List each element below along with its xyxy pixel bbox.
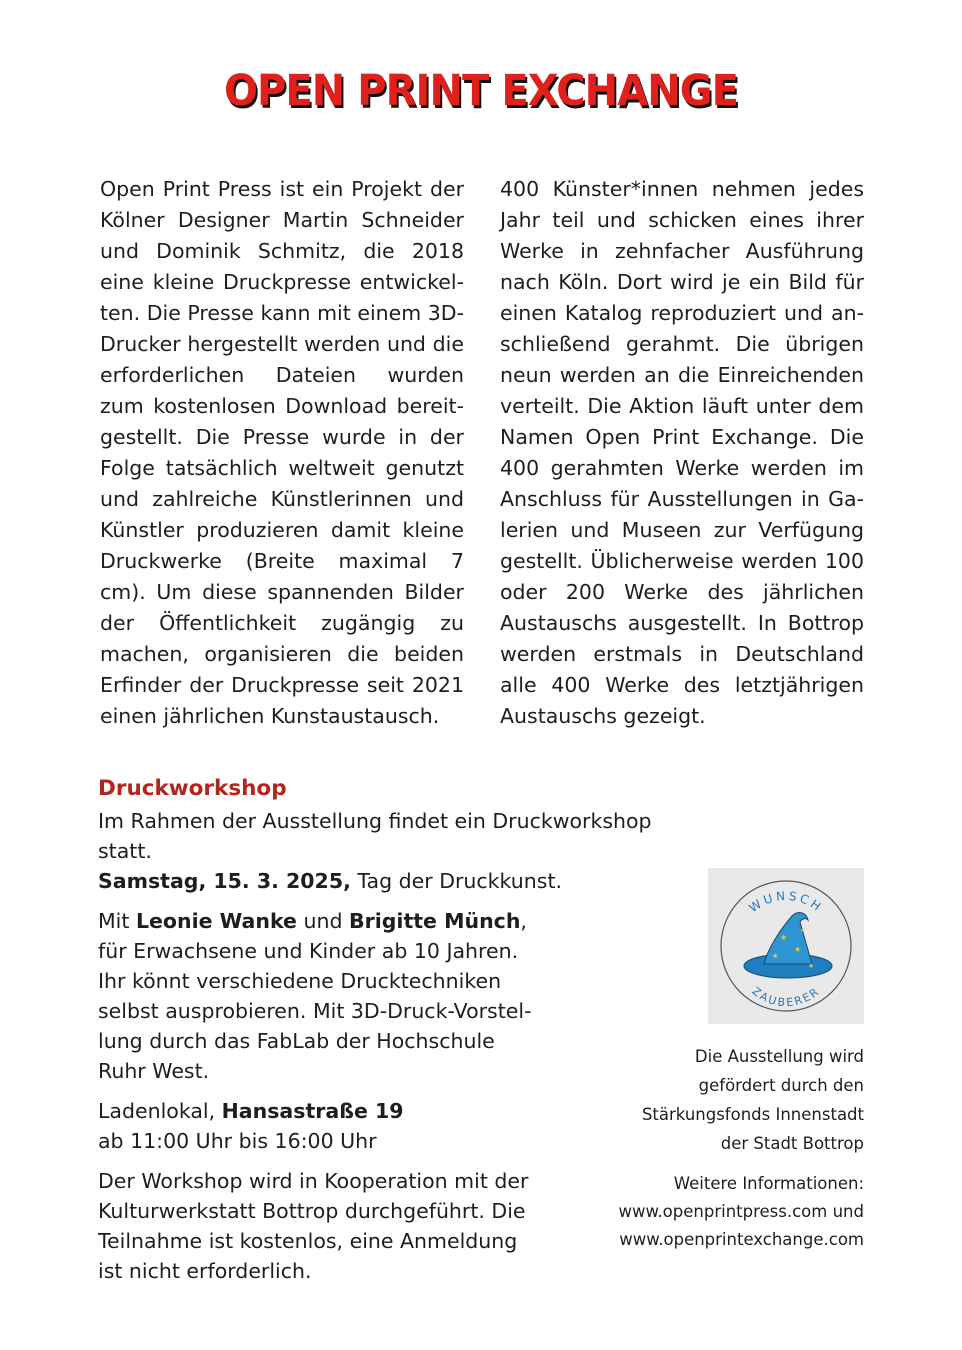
page-title: OPEN PRINT EXCHANGE [223,66,739,116]
workshop-date-rest: Tag der Druckkunst. [350,869,563,893]
support-line-4: der Stadt Bottrop [720,1134,864,1153]
workshop-desc-2: selbst ausprobieren. Mit 3D-Druck-Vorstel- [98,999,532,1023]
workshop-date-bold: Samstag, 15. 3. 2025, [98,869,351,893]
venue-address: Hansastraße 19 [221,1099,404,1123]
workshop-desc-4: Ruhr West. [98,1059,210,1083]
more-info [560,1170,864,1254]
intro-paragraph-right: 400 Künster*innen nehmen jedes Jahr teil und schicken eines ihrer Werke in zehnfacher Ausführung nach Köln. Dort wird je ein Bild für einen Katalog reproduziert und anschließend gerahmt. Die übrigen neun werden an die Einreichenden verteilt. Die Aktion läuft unter dem Namen Open Print Exchange. Die 400 gerahmten Werke werden im Anschluss für Ausstellungen in Galerien und Museen zur Verfügung gestellt. Üblicherweise werden 100 oder 200 Werke des jährlichen Austauschs ausgestellt. In Bottrop werden erstmals in Deutschland alle 400 Werke des letztjährigen Austauschs gezeigt. [500,177,864,728]
hosts-and: und [296,909,349,933]
workshop-time: ab 11:00 Uhr bis 16:00 Uhr [98,1129,377,1153]
host-2: Brigitte Münch [348,909,521,933]
workshop-audience: für Erwachsene und Kinder ab 10 Jahren. [98,939,519,963]
svg-text:★: ★ [794,945,802,954]
intro-column-left [100,174,464,732]
hosts-comma: , [520,909,527,933]
workshop-desc-3: lung durch das FabLab der Hochschule [98,1029,495,1053]
workshop-intro: Im Rahmen der Ausstellung findet ein Druckworkshop statt. [98,809,652,863]
workshop-heading: Druckworkshop [98,776,287,801]
hosts-prefix: Mit [98,909,136,933]
workshop-coop-4: ist nicht erforderlich. [98,1259,312,1283]
workshop-hosts [98,906,698,936]
workshop-desc-1: Ihr könnt verschiedene Drucktechniken [98,969,502,993]
info-url-1[interactable]: www.openprintpress.com und [618,1202,864,1221]
svg-text:★: ★ [800,927,806,934]
logo-bottom-text: ZAUBERER [749,984,823,1010]
wunschzauberer-logo [708,868,864,1024]
workshop-coop-3: Teilnahme ist kostenlos, eine Anmeldung [98,1229,518,1253]
intro-column-right [500,174,864,732]
host-1: Leonie Wanke [135,909,297,933]
intro-paragraph-left: Open Print Press ist ein Projekt der Kölner Designer Martin Schneider und Dominik Schmitz, die 2018 eine kleine Druckpresse entwickelten. Die Presse kann mit einem 3D-Drucker hergestellt werden und die erforderlichen Dateien wurden zum kostenlosen Download bereitgestellt. Die Presse wurde in der Folge tatsächlich weltweit genutzt und zahlreiche Künstlerinnen und Künstler produzieren damit kleine Druckwerke (Breite maximal 7 cm). Um diese spannenden Bilder der Öffentlichkeit zugängig zu machen, organisieren die beiden Erfinder der Druckpresse seit 2021 einen jährlichen Kunstaustausch. [100,177,464,728]
workshop-coop-1: Der Workshop wird in Kooperation mit der [98,1169,529,1193]
support-line-2: gefördert durch den [698,1076,864,1095]
svg-text:★: ★ [808,962,815,970]
svg-text:★: ★ [772,952,779,960]
support-note [580,1042,864,1158]
support-line-1: Die Ausstellung wird [694,1047,864,1066]
workshop-coop-2: Kulturwerkstatt Bottrop durchgeführt. Die [98,1199,526,1223]
venue-prefix: Ladenlokal, [98,1099,222,1123]
support-line-3: Stärkungsfonds Innenstadt [641,1105,864,1124]
svg-text:★: ★ [780,933,788,942]
info-label: Weitere Informationen: [673,1174,864,1193]
svg-text:WUNSCH [746,889,825,916]
workshop-date [98,866,698,896]
info-url-2[interactable]: www.openprintexchange.com [619,1230,864,1249]
logo-top-text: WUNSCH [746,888,826,916]
wizard-hat-icon [708,868,864,1024]
